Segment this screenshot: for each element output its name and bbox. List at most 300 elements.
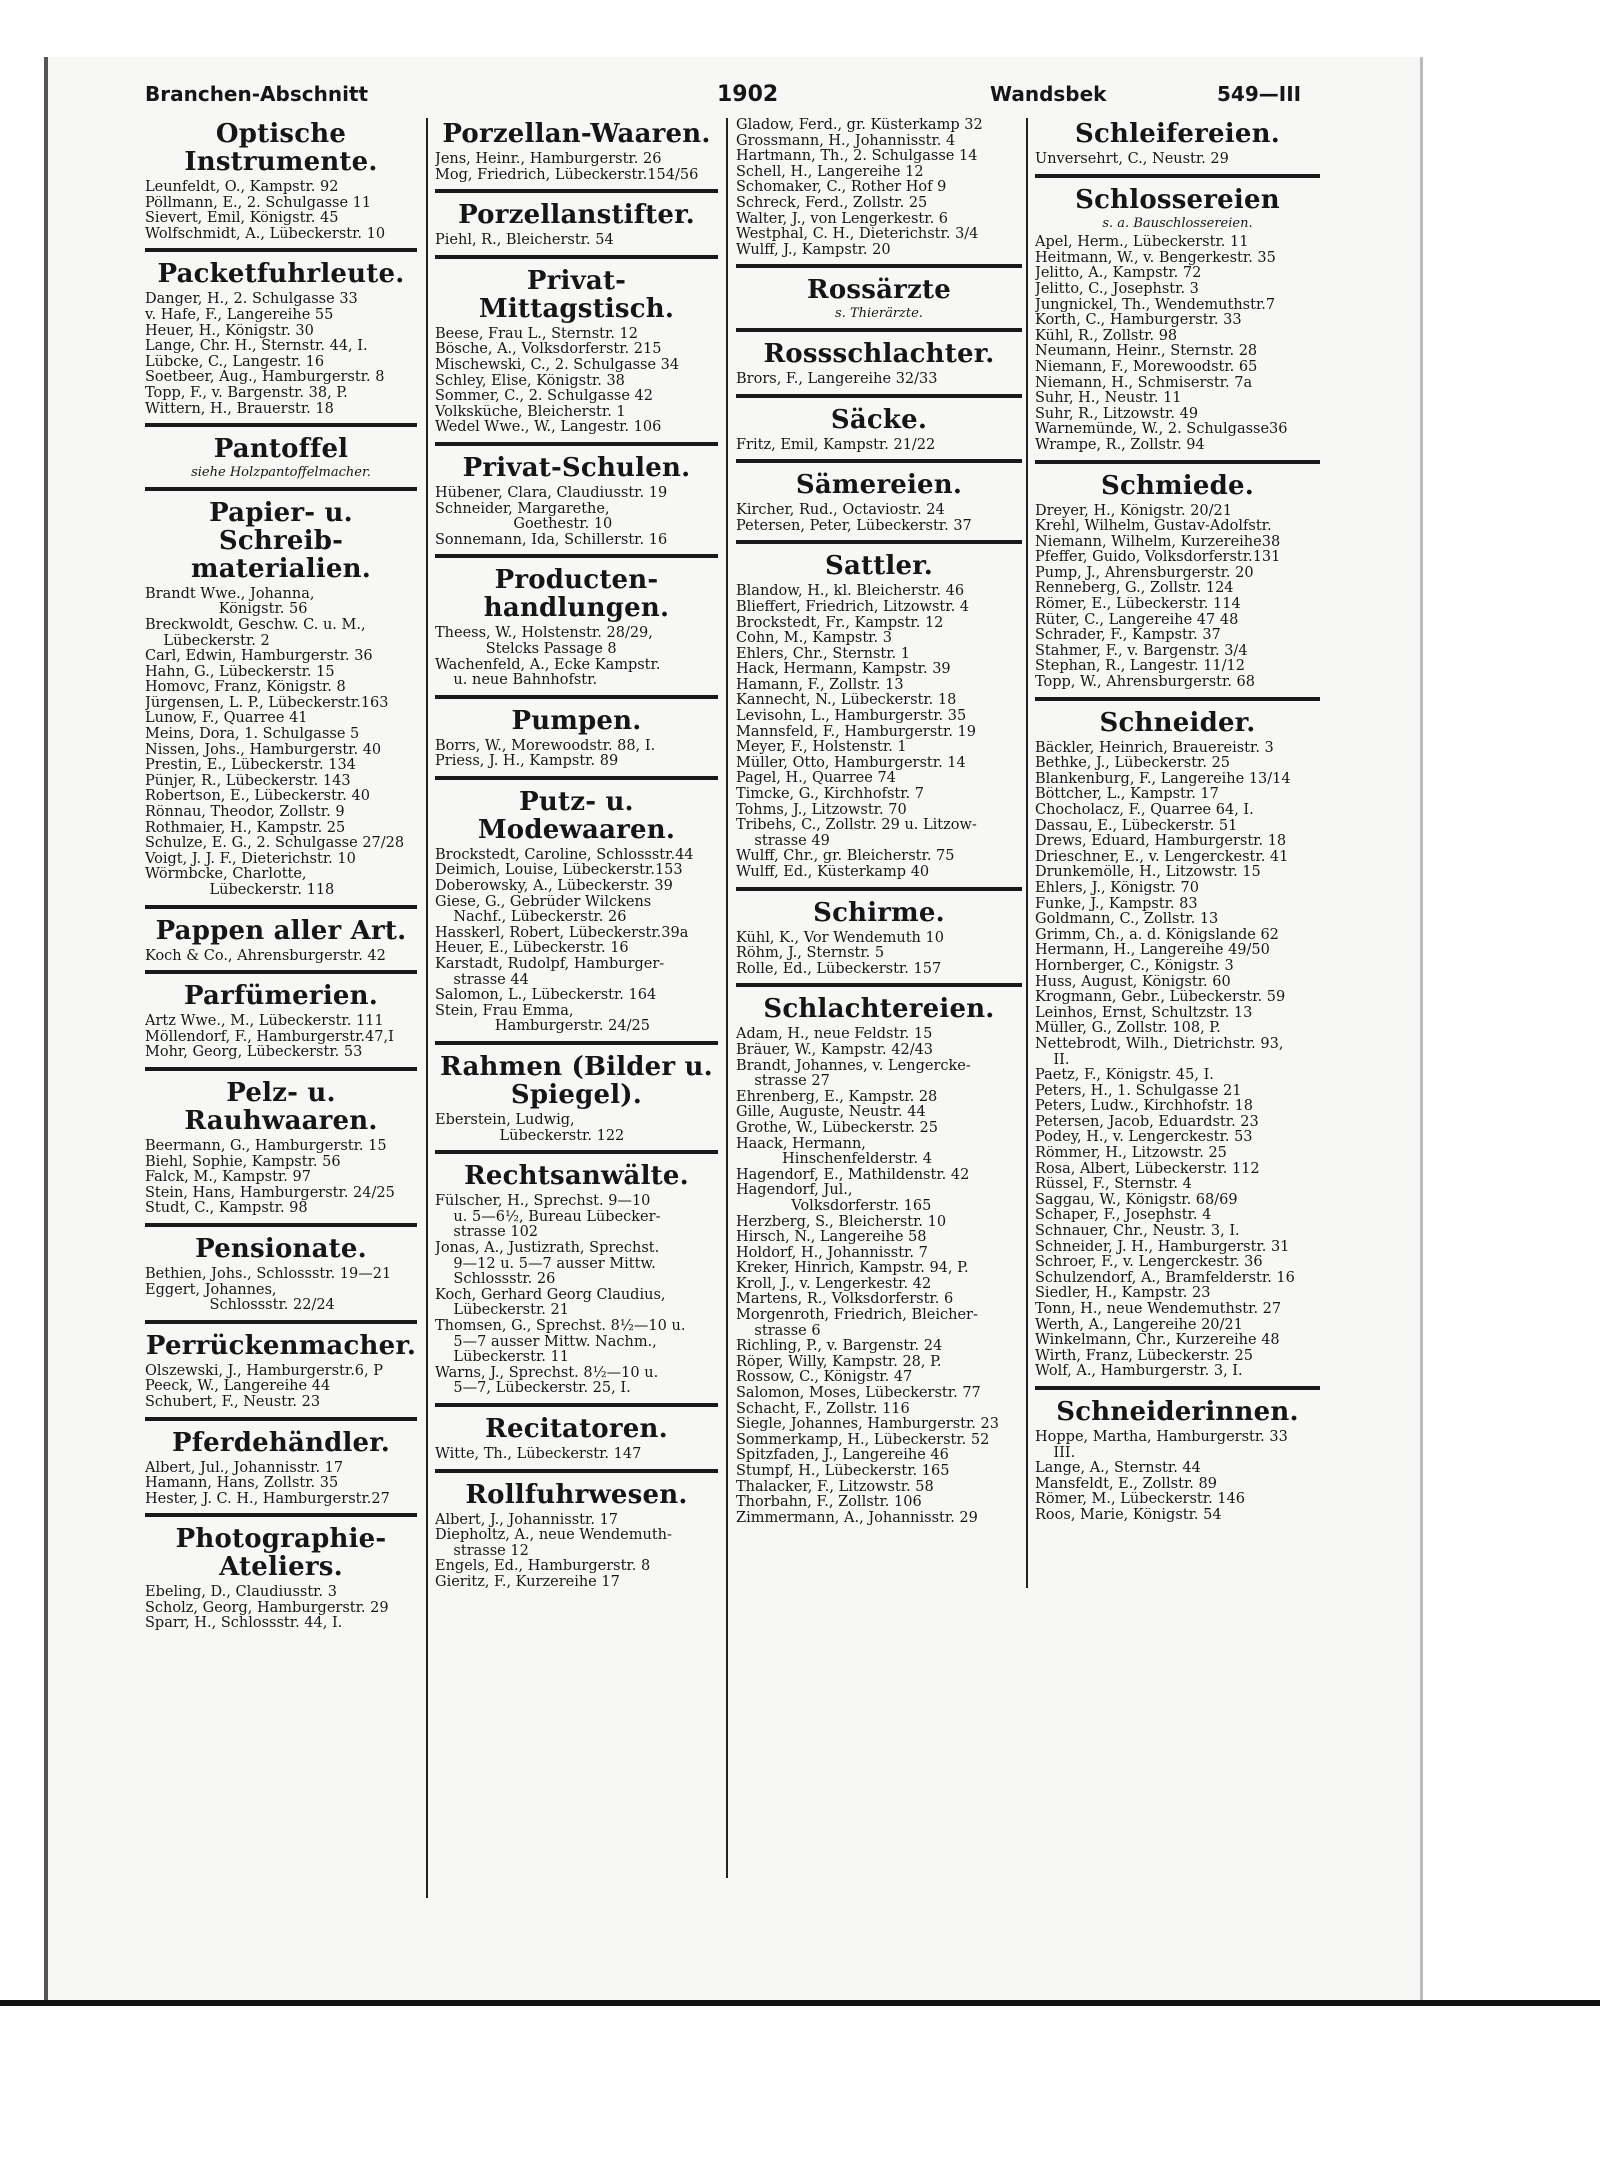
directory-entry: Schulzendorf, A., Bramfelderstr. 16 (1035, 1270, 1295, 1286)
section-rule (736, 264, 1022, 268)
directory-entry: v. Hafe, F., Langereihe 55 (145, 307, 334, 323)
directory-section (1035, 1398, 1320, 1524)
section-heading: Rossärzte (807, 275, 951, 306)
directory-entry: Timcke, G., Kirchhofstr. 7 (736, 787, 925, 803)
directory-entry: Olszewski, J., Hamburgerstr.6, P (145, 1363, 383, 1379)
directory-entry: Podey, H., v. Lengerckestr. 53 (1035, 1130, 1253, 1146)
entry-list (145, 1585, 417, 1632)
directory-entry: Lübeckerstr. 2 (145, 633, 270, 649)
directory-entry: Levisohn, L., Hamburgerstr. 35 (736, 709, 967, 725)
directory-entry: Rosa, Albert, Lübeckerstr. 112 (1035, 1161, 1260, 1177)
section-rule (1035, 1386, 1320, 1390)
directory-entry: Hamann, F., Zollstr. 13 (736, 677, 904, 693)
section-heading: Schneiderinnen. (1056, 1396, 1299, 1427)
section-rule (145, 1223, 417, 1227)
directory-entry: Topp, F., v. Bargenstr. 38, P. (145, 385, 348, 401)
directory-section (435, 1162, 718, 1407)
directory-entry: Wolfschmidt, A., Lübeckerstr. 10 (145, 226, 386, 242)
directory-entry: Schneider, Margarethe, (435, 501, 610, 517)
directory-entry: Pump, J., Ahrensburgerstr. 20 (1035, 565, 1254, 581)
directory-entry: Brockstedt, Fr., Kampstr. 12 (736, 615, 944, 631)
directory-entry: Dreyer, H., Königstr. 20/21 (1035, 503, 1232, 519)
header-section-label: Branchen-Abschnitt (145, 82, 369, 106)
directory-section (435, 1415, 718, 1473)
directory-entry: Lunow, F., Quarree 41 (145, 711, 308, 727)
directory-entry: Petersen, Jacob, Eduardstr. 23 (1035, 1114, 1259, 1130)
section-rule (736, 394, 1022, 398)
section-heading: Perrückenmacher. (145, 1330, 417, 1361)
section-heading: Porzellanstifter. (458, 200, 695, 231)
directory-entry: Gille, Auguste, Neustr. 44 (736, 1105, 926, 1121)
directory-entry: u. neue Bahnhofstr. (435, 673, 598, 689)
directory-entry: Peters, H., 1. Schulgasse 21 (1035, 1083, 1242, 1099)
directory-entry: Kircher, Rud., Octaviostr. 24 (736, 503, 945, 519)
directory-entry: Bösche, A., Volksdorferstr. 215 (435, 342, 662, 358)
entry-list (145, 1461, 417, 1508)
directory-entry: Hamann, Hans, Zollstr. 35 (145, 1476, 339, 1492)
directory-entry: Koch, Gerhard Georg Claudius, (435, 1287, 666, 1303)
directory-entry: Topp, W., Ahrensburgerstr. 68 (1035, 675, 1255, 691)
directory-entry: Priess, J. H., Kampstr. 89 (435, 754, 619, 770)
directory-entry: Jürgensen, L. P., Lübeckerstr.163 (145, 695, 389, 711)
entry-list (736, 438, 1022, 454)
directory-entry: Stahmer, F., v. Bargenstr. 3/4 (1035, 643, 1248, 659)
directory-entry: Chocholacz, F., Quarree 64, I. (1035, 803, 1254, 818)
directory-section (736, 340, 1022, 398)
directory-column-1 (145, 118, 417, 1632)
directory-entry: Goethestr. 10 (435, 517, 613, 533)
directory-section (1035, 472, 1320, 701)
directory-entry: Schneider, J. H., Hamburgerstr. 31 (1035, 1239, 1290, 1255)
section-rule (736, 983, 1022, 987)
entry-list (145, 1139, 417, 1217)
directory-section (435, 454, 718, 558)
directory-entry: u. 5—6½, Bureau Lübecker- (435, 1209, 661, 1225)
section-rule (435, 1403, 718, 1407)
section-heading: Recitatoren. (485, 1413, 668, 1444)
directory-entry: Sonnemann, Ida, Schillerstr. 16 (435, 532, 668, 548)
directory-entry: strasse 12 (435, 1543, 529, 1559)
directory-entry: Scholz, Georg, Hamburgerstr. 29 (145, 1600, 389, 1616)
directory-entry: Schlossstr. 22/24 (145, 1298, 335, 1314)
directory-entry: Holdorf, H., Johannisstr. 7 (736, 1245, 928, 1261)
section-heading: Rollfuhrwesen. (465, 1479, 688, 1510)
directory-entry: Königstr. 56 (145, 602, 308, 618)
directory-section (736, 276, 1022, 332)
directory-entry: Funke, J., Kampstr. 83 (1035, 896, 1198, 912)
directory-section (145, 1332, 417, 1421)
directory-entry: Blieffert, Friedrich, Litzowstr. 4 (736, 599, 970, 615)
section-rule (435, 695, 718, 699)
directory-entry: Doberowsky, A., Lübeckerstr. 39 (435, 879, 673, 895)
directory-entry: Soetbeer, Aug., Hamburgerstr. 8 (145, 370, 385, 386)
directory-column-3 (736, 118, 1022, 1526)
section-rule (435, 442, 718, 446)
directory-entry: Salomon, Moses, Lübeckerstr. 77 (736, 1386, 981, 1402)
directory-entry: Bethke, J., Lübeckerstr. 25 (1035, 756, 1231, 772)
directory-entry: Schubert, F., Neustr. 23 (145, 1394, 321, 1410)
directory-section (145, 120, 417, 252)
directory-entry: Siegle, Johannes, Hamburgerstr. 23 (736, 1417, 999, 1433)
entry-list (435, 152, 718, 183)
directory-entry: Stein, Hans, Hamburgerstr. 24/25 (145, 1185, 395, 1201)
directory-entry: Dassau, E., Lübeckerstr. 51 (1035, 818, 1238, 834)
page-right-edge (1420, 57, 1423, 2000)
directory-section (736, 552, 1022, 890)
directory-entry: Pöllmann, E., 2. Schulgasse 11 (145, 195, 372, 211)
directory-entry: Bräuer, W., Kampstr. 42/43 (736, 1042, 934, 1058)
section-heading: Schmiede. (1100, 470, 1254, 501)
directory-entry: Blankenburg, F., Langereihe 13/14 (1035, 771, 1291, 787)
section-rule (145, 1513, 417, 1517)
directory-entry: Kühl, R., Zollstr. 98 (1035, 328, 1178, 344)
directory-entry: Hack, Hermann, Kampstr. 39 (736, 662, 951, 678)
section-rule (145, 1067, 417, 1071)
directory-entry: Morgenroth, Friedrich, Bleicher- (736, 1308, 978, 1324)
directory-entry: Paetz, F., Königstr. 45, I. (1035, 1068, 1214, 1084)
directory-entry: Pagel, H., Quarree 74 (736, 771, 896, 787)
directory-entry: Mog, Friedrich, Lübeckerstr.154/56 (435, 167, 699, 183)
directory-entry: Saggau, W., Königstr. 68/69 (1035, 1192, 1238, 1208)
directory-entry: Kühl, K., Vor Wendemuth 10 (736, 930, 944, 946)
entry-list (145, 292, 417, 417)
section-heading: Pelz- u. Rauhwaaren. (184, 1077, 378, 1136)
column-divider-3 (1026, 118, 1028, 1588)
directory-entry: Volksdorferstr. 165 (736, 1198, 932, 1214)
entry-list (145, 587, 417, 899)
directory-entry: Peters, Ludw., Kirchhofstr. 18 (1035, 1099, 1254, 1115)
section-heading: Privat-Mittagstisch. (478, 265, 675, 324)
directory-entry: Ebeling, D., Claudiusstr. 3 (145, 1585, 337, 1601)
directory-entry: Stelcks Passage 8 (435, 641, 617, 657)
column-divider-1 (426, 118, 428, 1898)
directory-entry: Albert, J., Johannisstr. 17 (435, 1512, 619, 1528)
section-heading: Sämereien. (795, 470, 963, 501)
directory-entry: Schulze, E. G., 2. Schulgasse 27/28 (145, 836, 405, 852)
directory-section (435, 788, 718, 1045)
entry-list (1035, 504, 1320, 691)
directory-entry: Wolf, A., Hamburgerstr. 3, I. (1035, 1364, 1243, 1380)
entry-list (145, 949, 417, 965)
directory-entry: Stein, Frau Emma, (435, 1003, 574, 1019)
entry-list (736, 372, 1022, 388)
directory-entry: Piehl, R., Bleicherstr. 54 (435, 233, 614, 249)
section-heading: Porzellan-Waaren. (442, 119, 711, 149)
directory-entry: Jelitto, A., Kampstr. 72 (1035, 266, 1202, 282)
directory-entry: Wrampe, R., Zollstr. 94 (1035, 437, 1205, 453)
directory-entry: Jonas, A., Justizrath, Sprechst. (435, 1240, 660, 1256)
directory-entry: Böttcher, L., Kampstr. 17 (1035, 787, 1219, 803)
directory-entry: Studt, C., Kampstr. 98 (145, 1201, 308, 1217)
section-heading: Putz- u. Modewaaren. (477, 786, 676, 845)
section-heading: Producten-handlungen. (483, 565, 670, 624)
section-heading: Sattler. (824, 551, 934, 582)
directory-entry: Bäckler, Heinrich, Brauereistr. 3 (1035, 740, 1274, 756)
directory-section (435, 120, 718, 193)
directory-entry: Blandow, H., kl. Bleicherstr. 46 (736, 584, 965, 600)
directory-entry: Hasskerl, Robert, Lübeckerstr.39a (435, 925, 689, 941)
directory-entry: Tribehs, C., Zollstr. 29 u. Litzow- (736, 818, 977, 834)
directory-entry: Hinschenfelderstr. 4 (736, 1152, 932, 1168)
section-heading: Rahmen (Bilder u. Spiegel). (440, 1052, 713, 1110)
section-heading: Pantoffel (213, 434, 349, 465)
directory-entry: Neumann, Heinr., Sternstr. 28 (1035, 344, 1258, 360)
entry-list (1035, 1430, 1320, 1524)
directory-entry: Suhr, R., Litzowstr. 49 (1035, 406, 1199, 422)
entry-list (145, 1267, 417, 1314)
directory-entry: Brors, F., Langereihe 32/33 (736, 371, 938, 387)
directory-entry: Bethien, Johs., Schlossstr. 19—21 (145, 1266, 392, 1282)
section-rule (435, 255, 718, 259)
directory-entry: Ehrenberg, E., Kampstr. 28 (736, 1089, 938, 1105)
directory-entry: Rothmaier, H., Kampstr. 25 (145, 820, 346, 836)
directory-entry: Roos, Marie, Königstr. 54 (1035, 1507, 1222, 1523)
directory-entry: Homovc, Franz, Königstr. 8 (145, 680, 346, 696)
directory-entry: Möllendorf, F., Hamburgerstr.47,I (145, 1029, 394, 1045)
directory-entry: Heuer, H., Königstr. 30 (145, 323, 314, 339)
entry-list (435, 1194, 718, 1397)
directory-entry: Peeck, W., Langereihe 44 (145, 1379, 331, 1395)
cross-reference: s. Thierärzte. (835, 306, 923, 322)
directory-entry: Leinhos, Ernst, Schultzstr. 13 (1035, 1005, 1253, 1021)
directory-entry: Hester, J. C. H., Hamburgerstr.27 (145, 1491, 390, 1507)
section-rule (435, 1469, 718, 1473)
directory-entry: Grossmann, H., Johannisstr. 4 (736, 133, 956, 149)
directory-entry: Jungnickel, Th., Wendemuthstr.7 (1035, 297, 1276, 313)
directory-entry: Tonn, H., neue Wendemuthstr. 27 (1035, 1302, 1282, 1317)
directory-entry: Sievert, Emil, Königstr. 45 (145, 211, 339, 227)
section-heading: Schirme. (813, 897, 945, 928)
entry-list (435, 1113, 718, 1144)
cross-reference: siehe Holzpantoffelmacher. (191, 465, 371, 481)
directory-entry: Rüssel, F., Sternstr. 4 (1035, 1177, 1192, 1193)
directory-entry: Suhr, H., Neustr. 11 (1035, 391, 1182, 407)
directory-entry: Hagendorf, Jul., (736, 1183, 853, 1199)
directory-entry: Hirsch, N., Langereihe 58 (736, 1230, 927, 1246)
directory-entry: Jelitto, C., Josephstr. 3 (1035, 281, 1199, 297)
directory-entry: Mohr, Georg, Lübeckerstr. 53 (145, 1045, 363, 1061)
directory-entry: Theess, W., Holstenstr. 28/29, (435, 626, 653, 642)
directory-entry: Prestin, E., Lübeckerstr. 134 (145, 758, 356, 774)
directory-entry: Gladow, Ferd., gr. Küsterkamp 32 (736, 118, 983, 133)
directory-entry: Lange, A., Sternstr. 44 (1035, 1461, 1201, 1477)
directory-entry: Pfeffer, Guido, Volksdorferstr.131 (1035, 550, 1281, 566)
section-rule (145, 970, 417, 974)
directory-entry: Leunfeldt, O., Kampstr. 92 (145, 180, 339, 195)
directory-entry: Nissen, Johs., Hamburgerstr. 40 (145, 742, 382, 758)
directory-section (1035, 709, 1320, 1390)
directory-entry: Römer, E., Lübeckerstr. 114 (1035, 597, 1241, 613)
section-rule (435, 189, 718, 193)
directory-entry: Renneberg, G., Zollstr. 124 (1035, 581, 1234, 597)
directory-entry: Wedel Wwe., W., Langestr. 106 (435, 420, 662, 436)
directory-entry: Nettebrodt, Wilh., Dietrichstr. 93, (1035, 1036, 1284, 1052)
entry-list (736, 503, 1022, 534)
directory-entry: Deimich, Louise, Lübeckerstr.153 (435, 863, 683, 879)
directory-section (1035, 120, 1320, 178)
section-rule (736, 540, 1022, 544)
directory-entry: Schomaker, C., Rother Hof 9 (736, 180, 947, 196)
directory-section (145, 435, 417, 491)
directory-entry: Sommer, C., 2. Schulgasse 42 (435, 389, 653, 405)
directory-entry: Mannsfeld, F., Hamburgerstr. 19 (736, 724, 976, 740)
directory-entry: Spitzfaden, J., Langereihe 46 (736, 1448, 949, 1464)
directory-section (736, 899, 1022, 988)
directory-entry: Heitmann, W., v. Bengerkestr. 35 (1035, 250, 1276, 266)
directory-entry: Adam, H., neue Feldstr. 15 (736, 1027, 933, 1043)
directory-entry: Schley, Elise, Königstr. 38 (435, 373, 625, 389)
directory-section (145, 1079, 417, 1227)
directory-entry: Richling, P., v. Bargenstr. 24 (736, 1339, 943, 1355)
directory-entry: Meins, Dora, 1. Schulgasse 5 (145, 727, 360, 743)
directory-entry: Stephan, R., Langestr. 11/12 (1035, 659, 1245, 675)
directory-column-4 (1035, 118, 1320, 1524)
directory-entry: Wittern, H., Brauerstr. 18 (145, 401, 334, 417)
section-heading: Rechtsanwälte. (464, 1161, 689, 1192)
directory-entry: Hamburgerstr. 24/25 (435, 1019, 650, 1035)
directory-entry: Thorbahn, F., Zollstr. 106 (736, 1495, 922, 1511)
directory-entry: Römer, M., Lübeckerstr. 146 (1035, 1492, 1245, 1508)
directory-entry: Rönnau, Theodor, Zollstr. 9 (145, 805, 345, 821)
directory-entry: Römmer, H., Litzowstr. 25 (1035, 1146, 1227, 1162)
entry-list (1035, 152, 1320, 168)
header-city: Wandsbek (990, 82, 1107, 106)
directory-entry: Danger, H., 2. Schulgasse 33 (145, 292, 358, 308)
entry-list (435, 327, 718, 436)
directory-section (145, 1235, 417, 1324)
directory-entry: Brandt Wwe., Johanna, (145, 586, 315, 602)
page-bottom-edge (0, 2000, 1600, 2006)
directory-entry: Schell, H., Langereihe 12 (736, 164, 924, 180)
section-heading: Schneider. (1099, 707, 1256, 738)
section-heading: Pappen aller Art. (155, 915, 407, 946)
section-rule (736, 887, 1022, 891)
directory-section (736, 995, 1022, 1526)
directory-entry: Werth, A., Langereihe 20/21 (1035, 1317, 1243, 1333)
directory-entry: Breckwoldt, Geschw. C. u. M., (145, 617, 366, 633)
directory-entry: Witte, Th., Lübeckerstr. 147 (435, 1446, 642, 1462)
directory-entry: Drews, Eduard, Hamburgerstr. 18 (1035, 834, 1287, 850)
directory-entry: Hahn, G., Lübeckerstr. 15 (145, 664, 335, 680)
directory-section (435, 1053, 718, 1154)
section-heading: Privat-Schulen. (462, 452, 691, 483)
directory-entry: Fritz, Emil, Kampstr. 21/22 (736, 437, 936, 453)
directory-entry: Herzberg, S., Bleicherstr. 10 (736, 1214, 947, 1230)
directory-entry: Voigt, J. J. F., Dieterichstr. 10 (145, 851, 356, 867)
section-rule (1035, 174, 1320, 178)
entry-list (435, 848, 718, 1035)
directory-entry: Sparr, H., Schlossstr. 44, I. (145, 1616, 343, 1632)
directory-entry: Borrs, W., Morewoodstr. 88, I. (435, 738, 656, 754)
section-heading: Papier- u. Schreib-materialien. (191, 497, 371, 584)
directory-entry: Falck, M., Kampstr. 97 (145, 1170, 311, 1186)
section-heading: Pferdehändler. (171, 1427, 391, 1458)
section-rule (145, 1320, 417, 1324)
directory-entry: Albert, Jul., Johannisstr. 17 (145, 1460, 344, 1476)
section-heading: Schlossereien (1075, 184, 1280, 215)
entry-list (736, 1027, 1022, 1526)
directory-entry: Kannecht, N., Lübeckerstr. 18 (736, 693, 957, 709)
directory-section (435, 267, 718, 446)
directory-entry: Heuer, E., Lübeckerstr. 16 (435, 941, 629, 957)
page-left-edge (44, 57, 48, 2000)
directory-section (435, 707, 718, 780)
directory-entry: Koch & Co., Ahrensburgerstr. 42 (145, 948, 386, 964)
directory-entry: Niemann, Wilhelm, Kurzereihe38 (1035, 534, 1281, 550)
directory-entry: Giese, G., Gebrüder Wilckens (435, 894, 652, 910)
directory-section (736, 406, 1022, 464)
directory-entry: Nachf., Lübeckerstr. 26 (435, 910, 627, 926)
entry-list (1035, 235, 1320, 453)
directory-entry: Goldmann, C., Zollstr. 13 (1035, 912, 1219, 928)
directory-entry: Haack, Hermann, (736, 1136, 866, 1152)
directory-entry: Wachenfeld, A., Ecke Kampstr. (435, 657, 661, 673)
section-heading: Pensionate. (195, 1233, 367, 1264)
directory-entry: strasse 102 (435, 1225, 539, 1241)
directory-section (145, 917, 417, 975)
directory-entry: Westphal, C. H., Dieterichstr. 3/4 (736, 227, 979, 243)
section-rule (435, 776, 718, 780)
entry-list (435, 739, 718, 770)
directory-entry: Lübcke, C., Langestr. 16 (145, 354, 325, 370)
directory-entry: Robertson, E., Lübeckerstr. 40 (145, 789, 370, 805)
section-rule (435, 554, 718, 558)
directory-entry: Lübeckerstr. 118 (145, 883, 335, 898)
directory-entry: Lübeckerstr. 11 (435, 1350, 569, 1366)
directory-entry: Hornberger, C., Königstr. 3 (1035, 958, 1234, 974)
directory-section (435, 201, 718, 259)
directory-entry: Walter, J., von Lengerkestr. 6 (736, 211, 949, 227)
directory-entry: Müller, Otto, Hamburgerstr. 14 (736, 755, 966, 771)
directory-entry: Hübener, Clara, Claudiusstr. 19 (435, 485, 668, 501)
directory-entry: Volksküche, Bleicherstr. 1 (435, 404, 626, 420)
directory-entry: Müller, G., Zollstr. 108, P. (1035, 1021, 1221, 1037)
directory-entry: Kroll, J., v. Lengerkestr. 42 (736, 1276, 932, 1292)
directory-entry: Schroer, F., v. Lengerckestr. 36 (1035, 1255, 1263, 1271)
directory-entry: Jens, Heinr., Hamburgerstr. 26 (435, 152, 662, 167)
directory-entry: Korth, C., Hamburgerstr. 33 (1035, 313, 1242, 329)
directory-section (1035, 186, 1320, 464)
directory-entry: Gieritz, F., Kurzereihe 17 (435, 1574, 620, 1590)
directory-entry: Röhm, J., Sternstr. 5 (736, 946, 885, 962)
directory-entry: Karstadt, Rudolpf, Hamburger- (435, 957, 665, 973)
directory-entry: Niemann, F., Morewoodstr. 65 (1035, 359, 1258, 375)
directory-entry: Thomsen, G., Sprechst. 8½—10 u. (435, 1318, 686, 1334)
directory-entry: Zimmermann, A., Johannisstr. 29 (736, 1510, 978, 1526)
section-rule (435, 1041, 718, 1045)
section-heading: Photographie-Ateliers. (175, 1524, 387, 1583)
section-rule (145, 248, 417, 252)
directory-entry: II. (1035, 1052, 1070, 1068)
entry-list (435, 1447, 718, 1463)
directory-entry: strasse 6 (736, 1323, 821, 1339)
section-rule (736, 328, 1022, 332)
directory-section (145, 1525, 417, 1632)
directory-entry: Martens, R., Volksdorferstr. 6 (736, 1292, 954, 1308)
directory-entry: Krogmann, Gebr., Lübeckerstr. 59 (1035, 990, 1286, 1006)
directory-entry: Röper, Willy, Kampstr. 28, P. (736, 1354, 942, 1370)
directory-entry: Pünjer, R., Lübeckerstr. 143 (145, 773, 351, 789)
directory-entry: Biehl, Sophie, Kampstr. 56 (145, 1154, 341, 1170)
entry-list (145, 180, 417, 242)
directory-entry: Unversehrt, C., Neustr. 29 (1035, 152, 1229, 167)
directory-entry: Schnauer, Chr., Neustr. 3, I. (1035, 1224, 1240, 1240)
directory-entry: Warnemünde, W., 2. Schulgasse36 (1035, 422, 1288, 438)
directory-entry: Brandt, Johannes, v. Lengercke- (736, 1058, 971, 1074)
directory-entry: Schacht, F., Zollstr. 116 (736, 1401, 910, 1417)
entry-list (435, 486, 718, 548)
directory-entry: strasse 27 (736, 1074, 830, 1090)
